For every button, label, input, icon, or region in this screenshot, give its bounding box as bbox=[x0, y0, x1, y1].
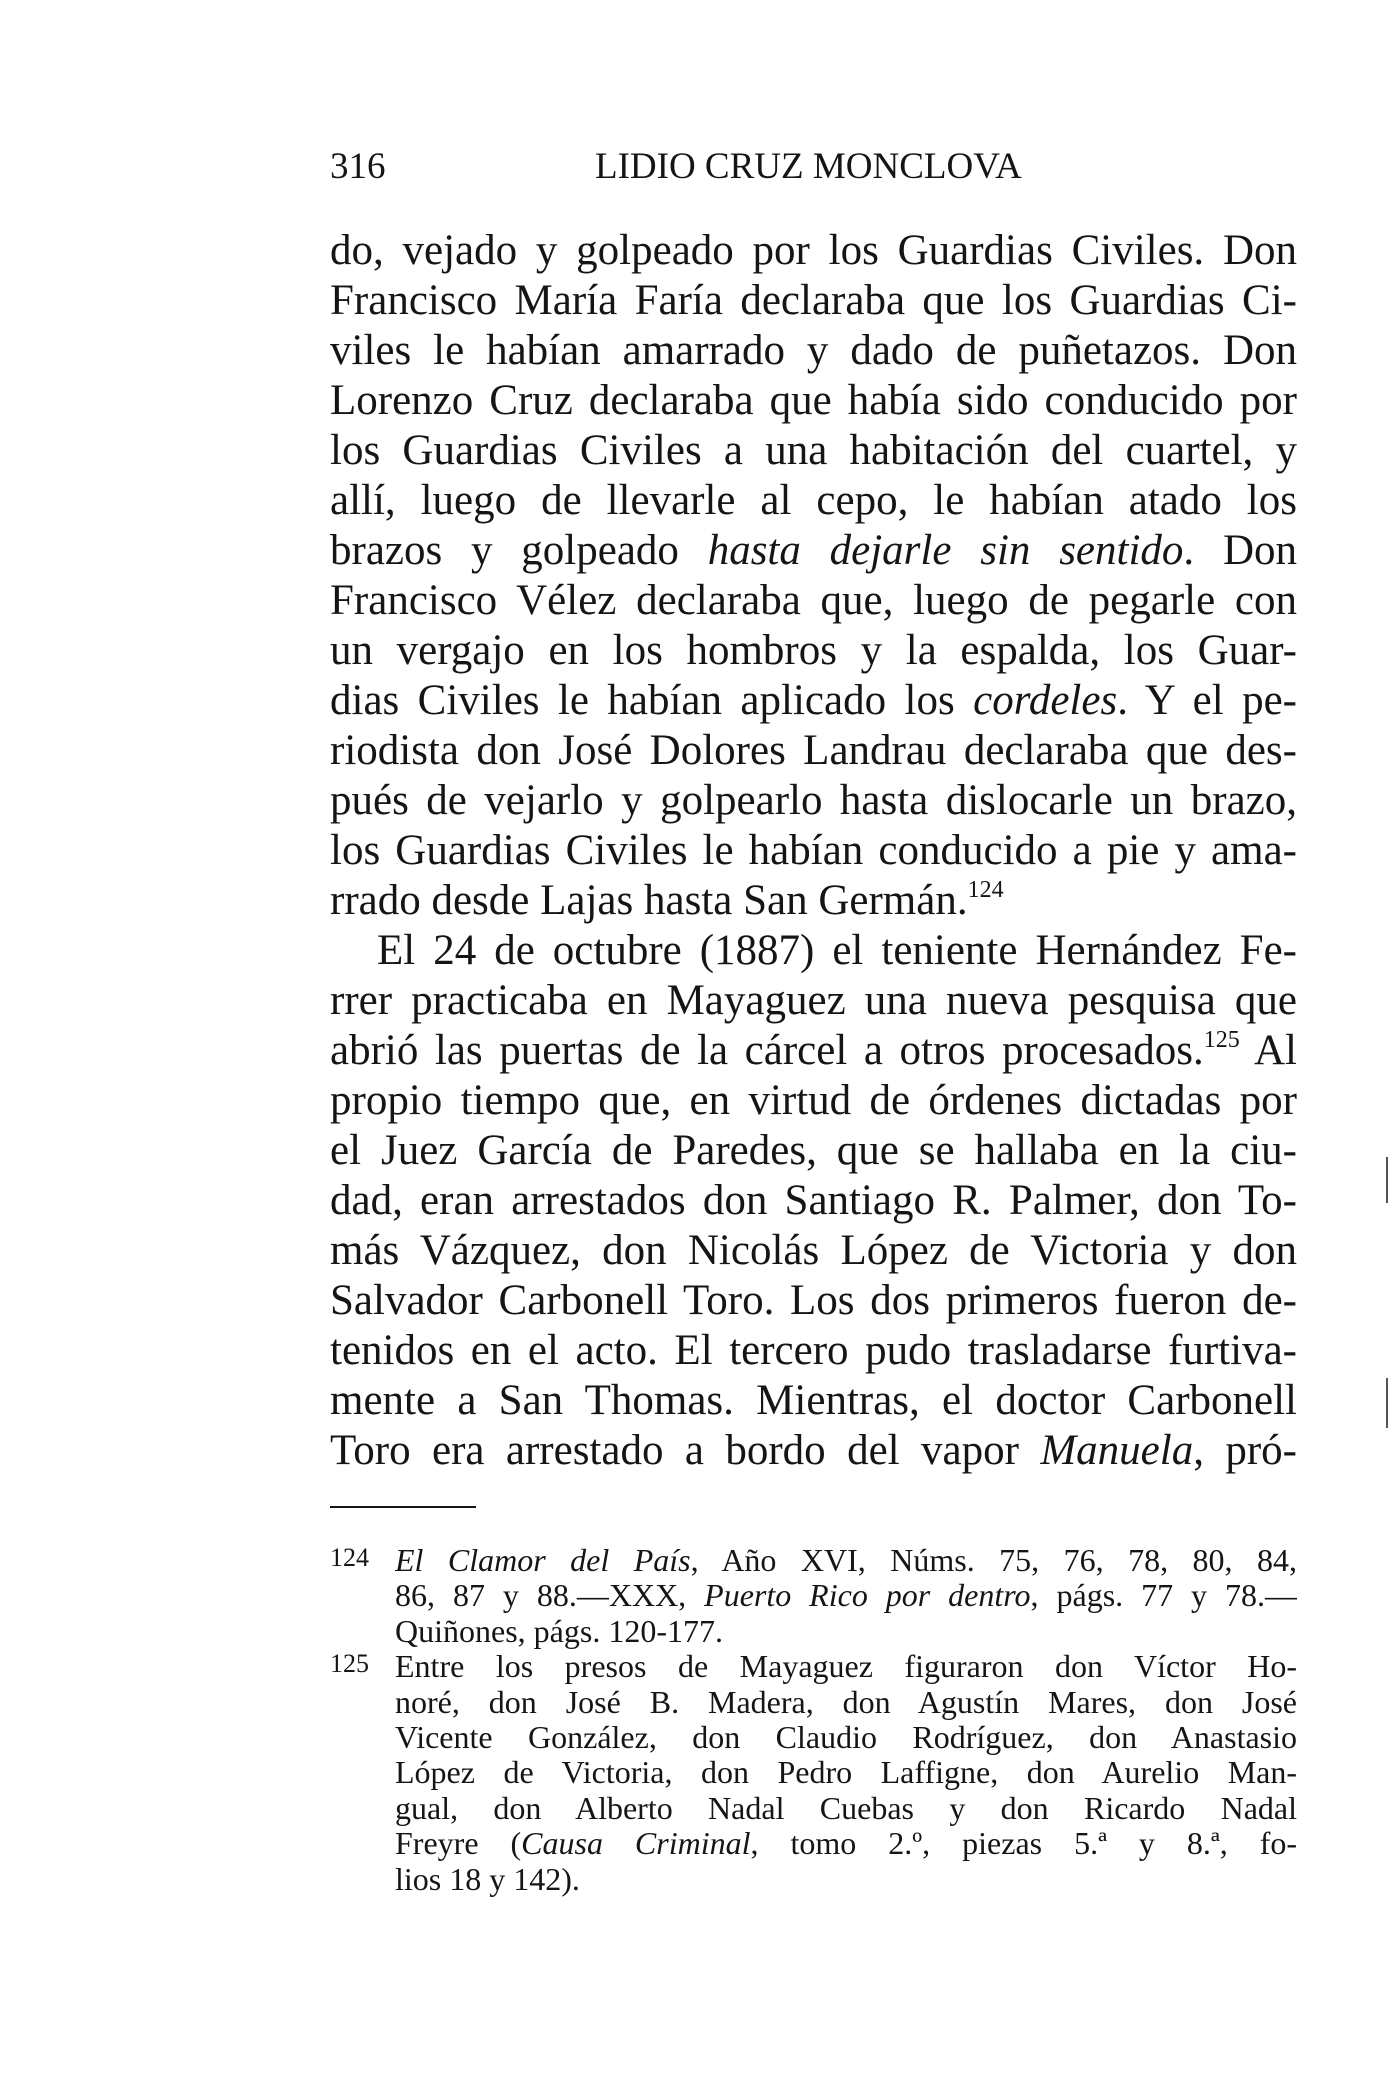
italic-text: Manuela bbox=[1040, 1427, 1194, 1474]
footnotes bbox=[330, 1543, 1297, 1897]
italic-text: El Clamor del País bbox=[395, 1543, 691, 1578]
line-text: más Vázquez, don Nicolás López de Victoria y don bbox=[330, 1227, 1297, 1274]
line-text: 86, 87 y 88.—XXX, bbox=[395, 1578, 705, 1614]
footnote-124 bbox=[330, 1543, 1297, 1649]
footnote-number: 124 bbox=[330, 1543, 369, 1572]
line-text: López de Victoria, don Pedro Laffigne, don Aurelio Man- bbox=[395, 1755, 1297, 1791]
line-text: Francisco María Faría declaraba que los Guardias Ci- bbox=[330, 277, 1297, 324]
body-line bbox=[330, 226, 1297, 276]
footnote-line bbox=[395, 1649, 1297, 1684]
body-line bbox=[330, 476, 1297, 526]
line-text: Vicente González, don Claudio Rodríguez, don Anastasio bbox=[395, 1719, 1297, 1755]
body-line bbox=[330, 326, 1297, 376]
line-text: , pró- bbox=[1193, 1427, 1297, 1474]
footnote-text bbox=[395, 1543, 1297, 1649]
line-text: . Y el pe- bbox=[1117, 677, 1297, 724]
line-text: Quiñones, págs. 120-177. bbox=[395, 1613, 723, 1649]
line-text: riodista don José Dolores Landrau declaraba que des- bbox=[330, 727, 1297, 774]
line-text: do, vejado y golpeado por los Guardias Civiles. Don bbox=[330, 227, 1297, 274]
line-text: pués de vejarlo y golpearlo hasta dislocarle un brazo, bbox=[330, 777, 1297, 824]
scan-mark bbox=[1386, 1157, 1388, 1203]
body-line bbox=[330, 1326, 1297, 1376]
body-line bbox=[330, 1276, 1297, 1326]
body-text bbox=[330, 226, 1297, 1476]
italic-text: cordeles bbox=[973, 677, 1118, 724]
line-text: mente a San Thomas. Mientras, el doctor Carbonell bbox=[330, 1377, 1297, 1424]
footnote-line bbox=[395, 1543, 1297, 1578]
body-line bbox=[330, 676, 1297, 726]
line-text: Al bbox=[1239, 1027, 1297, 1074]
footnote-line bbox=[395, 1862, 1297, 1897]
line-text: allí, luego de llevarle al cepo, le habían atado los bbox=[330, 477, 1297, 524]
line-text: abrió las puertas de la cárcel a otros procesados. bbox=[330, 1027, 1204, 1074]
line-text: dad, eran arrestados don Santiago R. Palmer, don To- bbox=[330, 1177, 1297, 1224]
footnote-line bbox=[395, 1685, 1297, 1720]
body-line bbox=[330, 376, 1297, 426]
footnote-line bbox=[395, 1755, 1297, 1790]
line-text: gual, don Alberto Nadal Cuebas y don Ricardo Nadal bbox=[395, 1790, 1297, 1826]
footnote-125 bbox=[330, 1649, 1297, 1897]
body-line bbox=[330, 776, 1297, 826]
body-line bbox=[330, 1126, 1297, 1176]
body-line bbox=[330, 526, 1297, 576]
line-text: un vergajo en los hombros y la espalda, los Guar- bbox=[330, 627, 1297, 674]
italic-text: Puerto Rico por dentro bbox=[704, 1578, 1031, 1614]
line-text: rrer practicaba en Mayaguez una nueva pesquisa que bbox=[330, 977, 1297, 1024]
line-text: rrado desde Lajas hasta San Germán. bbox=[330, 877, 968, 924]
body-line bbox=[330, 426, 1297, 476]
line-text: Freyre ( bbox=[395, 1826, 522, 1862]
line-text: brazos y golpeado bbox=[330, 527, 708, 574]
footnote-reference: 125 bbox=[1203, 1027, 1240, 1053]
body-line bbox=[330, 1076, 1297, 1126]
body-line bbox=[330, 626, 1297, 676]
body-line bbox=[330, 826, 1297, 876]
footnote-number: 125 bbox=[330, 1649, 369, 1679]
line-text: propio tiempo que, en virtud de órdenes dictadas por bbox=[330, 1077, 1297, 1124]
line-text: Salvador Carbonell Toro. Los dos primeros fueron de- bbox=[330, 1277, 1297, 1324]
line-text: dias Civiles le habían aplicado los bbox=[330, 677, 974, 724]
line-text: viles le habían amarrado y dado de puñetazos. Don bbox=[330, 327, 1297, 374]
line-text: Toro era arrestado a bordo del vapor bbox=[330, 1427, 1041, 1474]
running-header bbox=[330, 142, 1297, 192]
running-title: LIDIO CRUZ MONCLOVA bbox=[595, 146, 1022, 187]
body-line bbox=[330, 576, 1297, 626]
line-text: Lorenzo Cruz declaraba que había sido conducido por bbox=[330, 377, 1297, 424]
line-text: noré, don José B. Madera, don Agustín Mares, don José bbox=[395, 1684, 1297, 1720]
footnote-line bbox=[395, 1791, 1297, 1826]
line-text: el Juez García de Paredes, que se hallaba en la ciu- bbox=[330, 1127, 1297, 1174]
line-text: Entre los presos de Mayaguez figuraron don Víctor Ho- bbox=[395, 1649, 1297, 1685]
body-line bbox=[330, 1026, 1297, 1076]
line-text: tenidos en el acto. El tercero pudo trasladarse furtiva- bbox=[330, 1327, 1297, 1374]
body-line bbox=[330, 726, 1297, 776]
footnote-line bbox=[395, 1720, 1297, 1755]
footnote-reference: 124 bbox=[967, 877, 1004, 903]
page-number: 316 bbox=[330, 146, 386, 187]
footnote-line bbox=[395, 1578, 1297, 1613]
body-line bbox=[330, 976, 1297, 1026]
body-line bbox=[330, 1226, 1297, 1276]
line-text: los Guardias Civiles a una habitación del cuartel, y bbox=[330, 427, 1297, 474]
body-line bbox=[330, 926, 1297, 976]
line-text: . Don bbox=[1183, 527, 1297, 574]
body-line bbox=[330, 1176, 1297, 1226]
body-line bbox=[330, 276, 1297, 326]
line-text: Francisco Vélez declaraba que, luego de pegarle con bbox=[330, 577, 1297, 624]
body-line bbox=[330, 876, 1297, 926]
line-text: , Año XVI, Núms. 75, 76, 78, 80, 84, bbox=[690, 1543, 1297, 1578]
line-text: El 24 de octubre (1887) el teniente Hernández Fe- bbox=[377, 927, 1297, 974]
scan-mark bbox=[1386, 1378, 1388, 1428]
footnote-line bbox=[395, 1614, 1297, 1649]
line-text: lios 18 y 142). bbox=[395, 1861, 580, 1897]
line-text: , tomo 2.º, piezas 5.ª y 8.ª, fo- bbox=[750, 1826, 1297, 1862]
line-text: los Guardias Civiles le habían conducido a pie y ama- bbox=[330, 827, 1297, 874]
footnote-separator bbox=[330, 1506, 476, 1508]
body-line bbox=[330, 1376, 1297, 1426]
italic-text: hasta dejarle sin sentido bbox=[707, 527, 1184, 574]
footnote-text bbox=[395, 1649, 1297, 1897]
line-text: , págs. 77 y 78.— bbox=[1030, 1578, 1297, 1614]
body-line bbox=[330, 1426, 1297, 1476]
italic-text: Causa Criminal bbox=[521, 1826, 751, 1862]
footnote-line bbox=[395, 1826, 1297, 1861]
